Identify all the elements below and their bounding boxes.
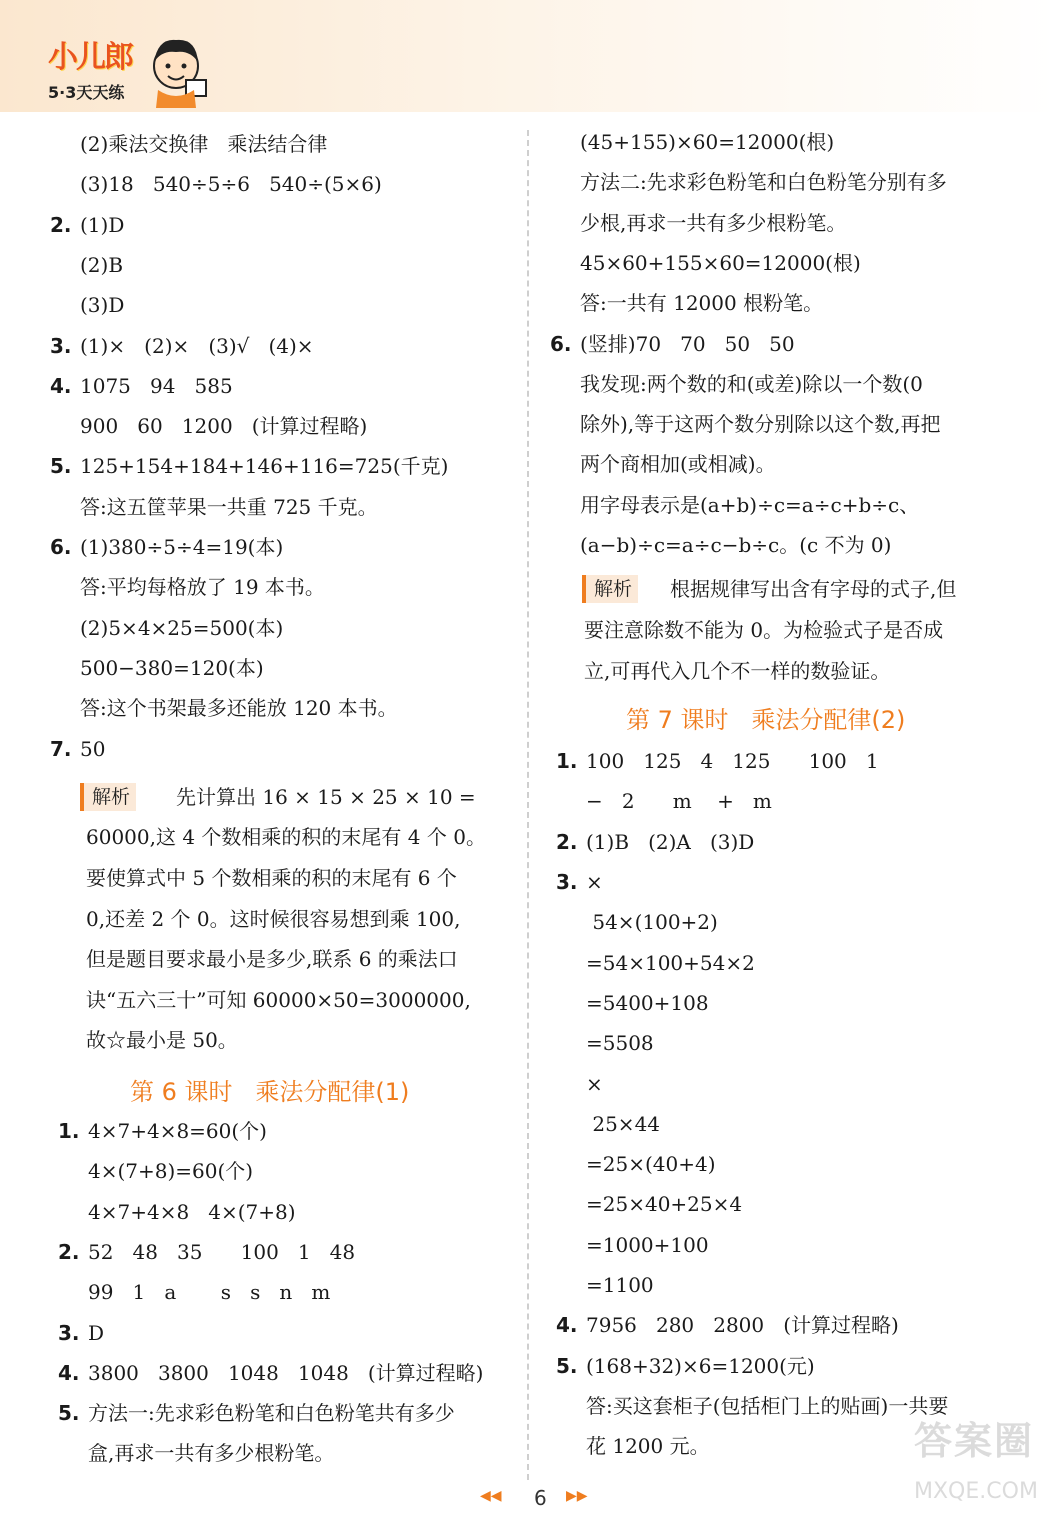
answer-line: 答:这五筐苹果一共重 725 千克。 xyxy=(80,494,378,519)
answer-line: (1)380÷5÷4=19(本) xyxy=(80,535,284,559)
answer-line: 少根,再求一共有多少根粉笔。 xyxy=(580,210,847,235)
answer-line: − 2 m + m xyxy=(586,789,772,814)
answer-line: 我发现:两个数的和(或差)除以一个数(0 xyxy=(580,371,923,396)
page-number: 6 xyxy=(534,1486,547,1510)
brand-logo xyxy=(40,28,220,108)
answer-line: (1)D xyxy=(80,212,125,237)
answer-line: 7956 280 2800 (计算过程略) xyxy=(586,1313,899,1338)
analysis-line: 要使算式中 5 个数相乘的积的末尾有 6 个 xyxy=(86,866,457,890)
answer-line: 答:买这套柜子(包括柜门上的贴画)一共要 xyxy=(586,1393,949,1418)
answer-line: 两个商相加(或相减)。 xyxy=(580,452,776,477)
item-number: 3. xyxy=(556,870,578,894)
analysis-line: 先计算出 16 × 15 × 25 × 10 = xyxy=(176,784,476,809)
analysis-line: 要注意除数不能为 0。为检验式子是否成 xyxy=(584,617,944,642)
answer-line: 4×7+4×8 4×(7+8) xyxy=(88,1199,296,1224)
item-number: 4. xyxy=(50,373,72,398)
answer-line: (2)乘法交换律 乘法结合律 xyxy=(80,132,328,156)
answer-line: (3)D xyxy=(80,293,125,318)
analysis-line: 60000,这 4 个数相乘的积的末尾有 4 个 0。 xyxy=(86,825,486,850)
watermark xyxy=(914,1410,1044,1530)
answer-line: 50 xyxy=(80,736,106,761)
answer-line: 125+154+184+146+116=725(千克) xyxy=(80,454,449,479)
answer-line: 500−380=120(本) xyxy=(80,655,264,680)
series-name: 5·3天天练 xyxy=(48,83,125,102)
answer-line: 3800 3800 1048 1048 (计算过程略) xyxy=(88,1360,484,1385)
answer-line: 答:平均每格放了 19 本书。 xyxy=(80,575,325,600)
kid-mascot-icon xyxy=(136,28,216,108)
item-number: 4. xyxy=(58,1360,80,1385)
answer-line: 100 125 4 125 100 1 xyxy=(586,749,879,774)
answer-line: (1)× (2)× (3)√ (4)× xyxy=(80,333,314,358)
answer-line: 答:一共有 12000 根粉笔。 xyxy=(580,291,824,316)
answer-line: 99 1 a s s n m xyxy=(88,1280,331,1305)
answer-line: (3)18 540÷5÷6 540÷(5×6) xyxy=(80,172,382,197)
answer-line: 25×44 xyxy=(586,1111,661,1136)
answer-line: 54×(100+2) xyxy=(586,910,718,935)
next-arrows-icon: ▶▶ xyxy=(566,1488,588,1504)
answer-line: 盒,再求一共有多少根粉笔。 xyxy=(88,1441,335,1466)
item-number: 3. xyxy=(50,333,72,358)
answer-line: × xyxy=(586,870,603,894)
column-divider xyxy=(527,130,529,1480)
item-number: 2. xyxy=(58,1239,80,1264)
item-number: 1. xyxy=(556,749,578,774)
answer-line: × xyxy=(586,1071,603,1096)
answer-line: (a−b)÷c=a÷c−b÷c。(c 不为 0) xyxy=(580,533,892,557)
answer-line: =25×(40+4) xyxy=(586,1152,716,1177)
answer-line: 900 60 1200 (计算过程略) xyxy=(80,414,368,439)
item-number: 5. xyxy=(50,454,72,479)
answer-line: 1075 94 585 xyxy=(80,373,233,398)
answer-line: (2)5×4×25=500(本) xyxy=(80,615,284,640)
answer-line: 答:这个书架最多还能放 120 本书。 xyxy=(80,696,398,721)
answer-line: (168+32)×6=1200(元) xyxy=(586,1353,815,1378)
answer-line: =25×40+25×4 xyxy=(586,1192,743,1217)
analysis-line: 但是题目要求最小是多少,联系 6 的乘法口 xyxy=(86,947,458,972)
prev-arrows-icon: ◀◀ xyxy=(480,1488,502,1504)
item-number: 1. xyxy=(58,1119,80,1143)
item-number: 6. xyxy=(50,535,72,559)
answer-line: =1100 xyxy=(586,1273,654,1297)
analysis-line: 故☆最小是 50。 xyxy=(86,1028,238,1053)
answer-line: =54×100+54×2 xyxy=(586,950,755,975)
answer-line: =5508 xyxy=(586,1031,654,1056)
section-title: 第 6 课时 乘法分配律(1) xyxy=(130,1078,410,1106)
answer-line: (竖排)70 70 50 50 xyxy=(580,331,795,356)
answer-line: 4×7+4×8=60(个) xyxy=(88,1119,267,1143)
item-number: 7. xyxy=(50,736,72,761)
item-number: 6. xyxy=(550,331,572,356)
watermark-text-bottom: MXQE.COM xyxy=(914,1479,1038,1504)
item-number: 2. xyxy=(556,829,578,854)
answer-line: (1)B (2)A (3)D xyxy=(586,829,755,854)
item-number: 3. xyxy=(58,1320,80,1345)
page-number-area xyxy=(480,1486,588,1516)
answer-line: 方法一:先求彩色粉笔和白色粉笔共有多少 xyxy=(88,1401,455,1426)
answer-line: 除外),等于这两个数分别除以这个数,再把 xyxy=(580,412,941,437)
item-number: 4. xyxy=(556,1313,578,1338)
answer-line: 用字母表示是(a+b)÷c=a÷c+b÷c、 xyxy=(580,492,920,517)
answer-line: 52 48 35 100 1 48 xyxy=(88,1239,356,1264)
brand-name: 小儿郎 xyxy=(48,40,132,75)
answer-line: (2)B xyxy=(80,252,124,277)
answer-line: 45×60+155×60=12000(根) xyxy=(580,250,861,275)
answer-line: 4×(7+8)=60(个) xyxy=(88,1159,254,1184)
item-number: 5. xyxy=(58,1401,80,1426)
item-number: 5. xyxy=(556,1353,578,1378)
analysis-line: 诀“五六三十”可知 60000×50=3000000, xyxy=(86,987,471,1012)
analysis-line: 立,可再代入几个不一样的数验证。 xyxy=(584,658,891,683)
answer-line: 方法二:先求彩色粉笔和白色粉笔分别有多 xyxy=(580,170,947,195)
answer-line: =5400+108 xyxy=(586,990,709,1015)
analysis-line: 根据规律写出含有字母的式子,但 xyxy=(670,577,957,602)
item-number: 2. xyxy=(50,212,72,237)
section-title: 第 7 课时 乘法分配律(2) xyxy=(626,706,906,735)
analysis-tag: 解析 xyxy=(80,783,136,811)
answer-line: 花 1200 元。 xyxy=(586,1434,710,1459)
answer-line: (45+155)×60=12000(根) xyxy=(580,130,835,154)
analysis-tag: 解析 xyxy=(582,575,638,603)
watermark-text-top: 答案圈 xyxy=(914,1419,1035,1463)
answer-line: =1000+100 xyxy=(586,1232,709,1257)
analysis-line: 0,还差 2 个 0。这时候很容易想到乘 100, xyxy=(86,906,461,931)
answer-line: D xyxy=(88,1320,105,1345)
